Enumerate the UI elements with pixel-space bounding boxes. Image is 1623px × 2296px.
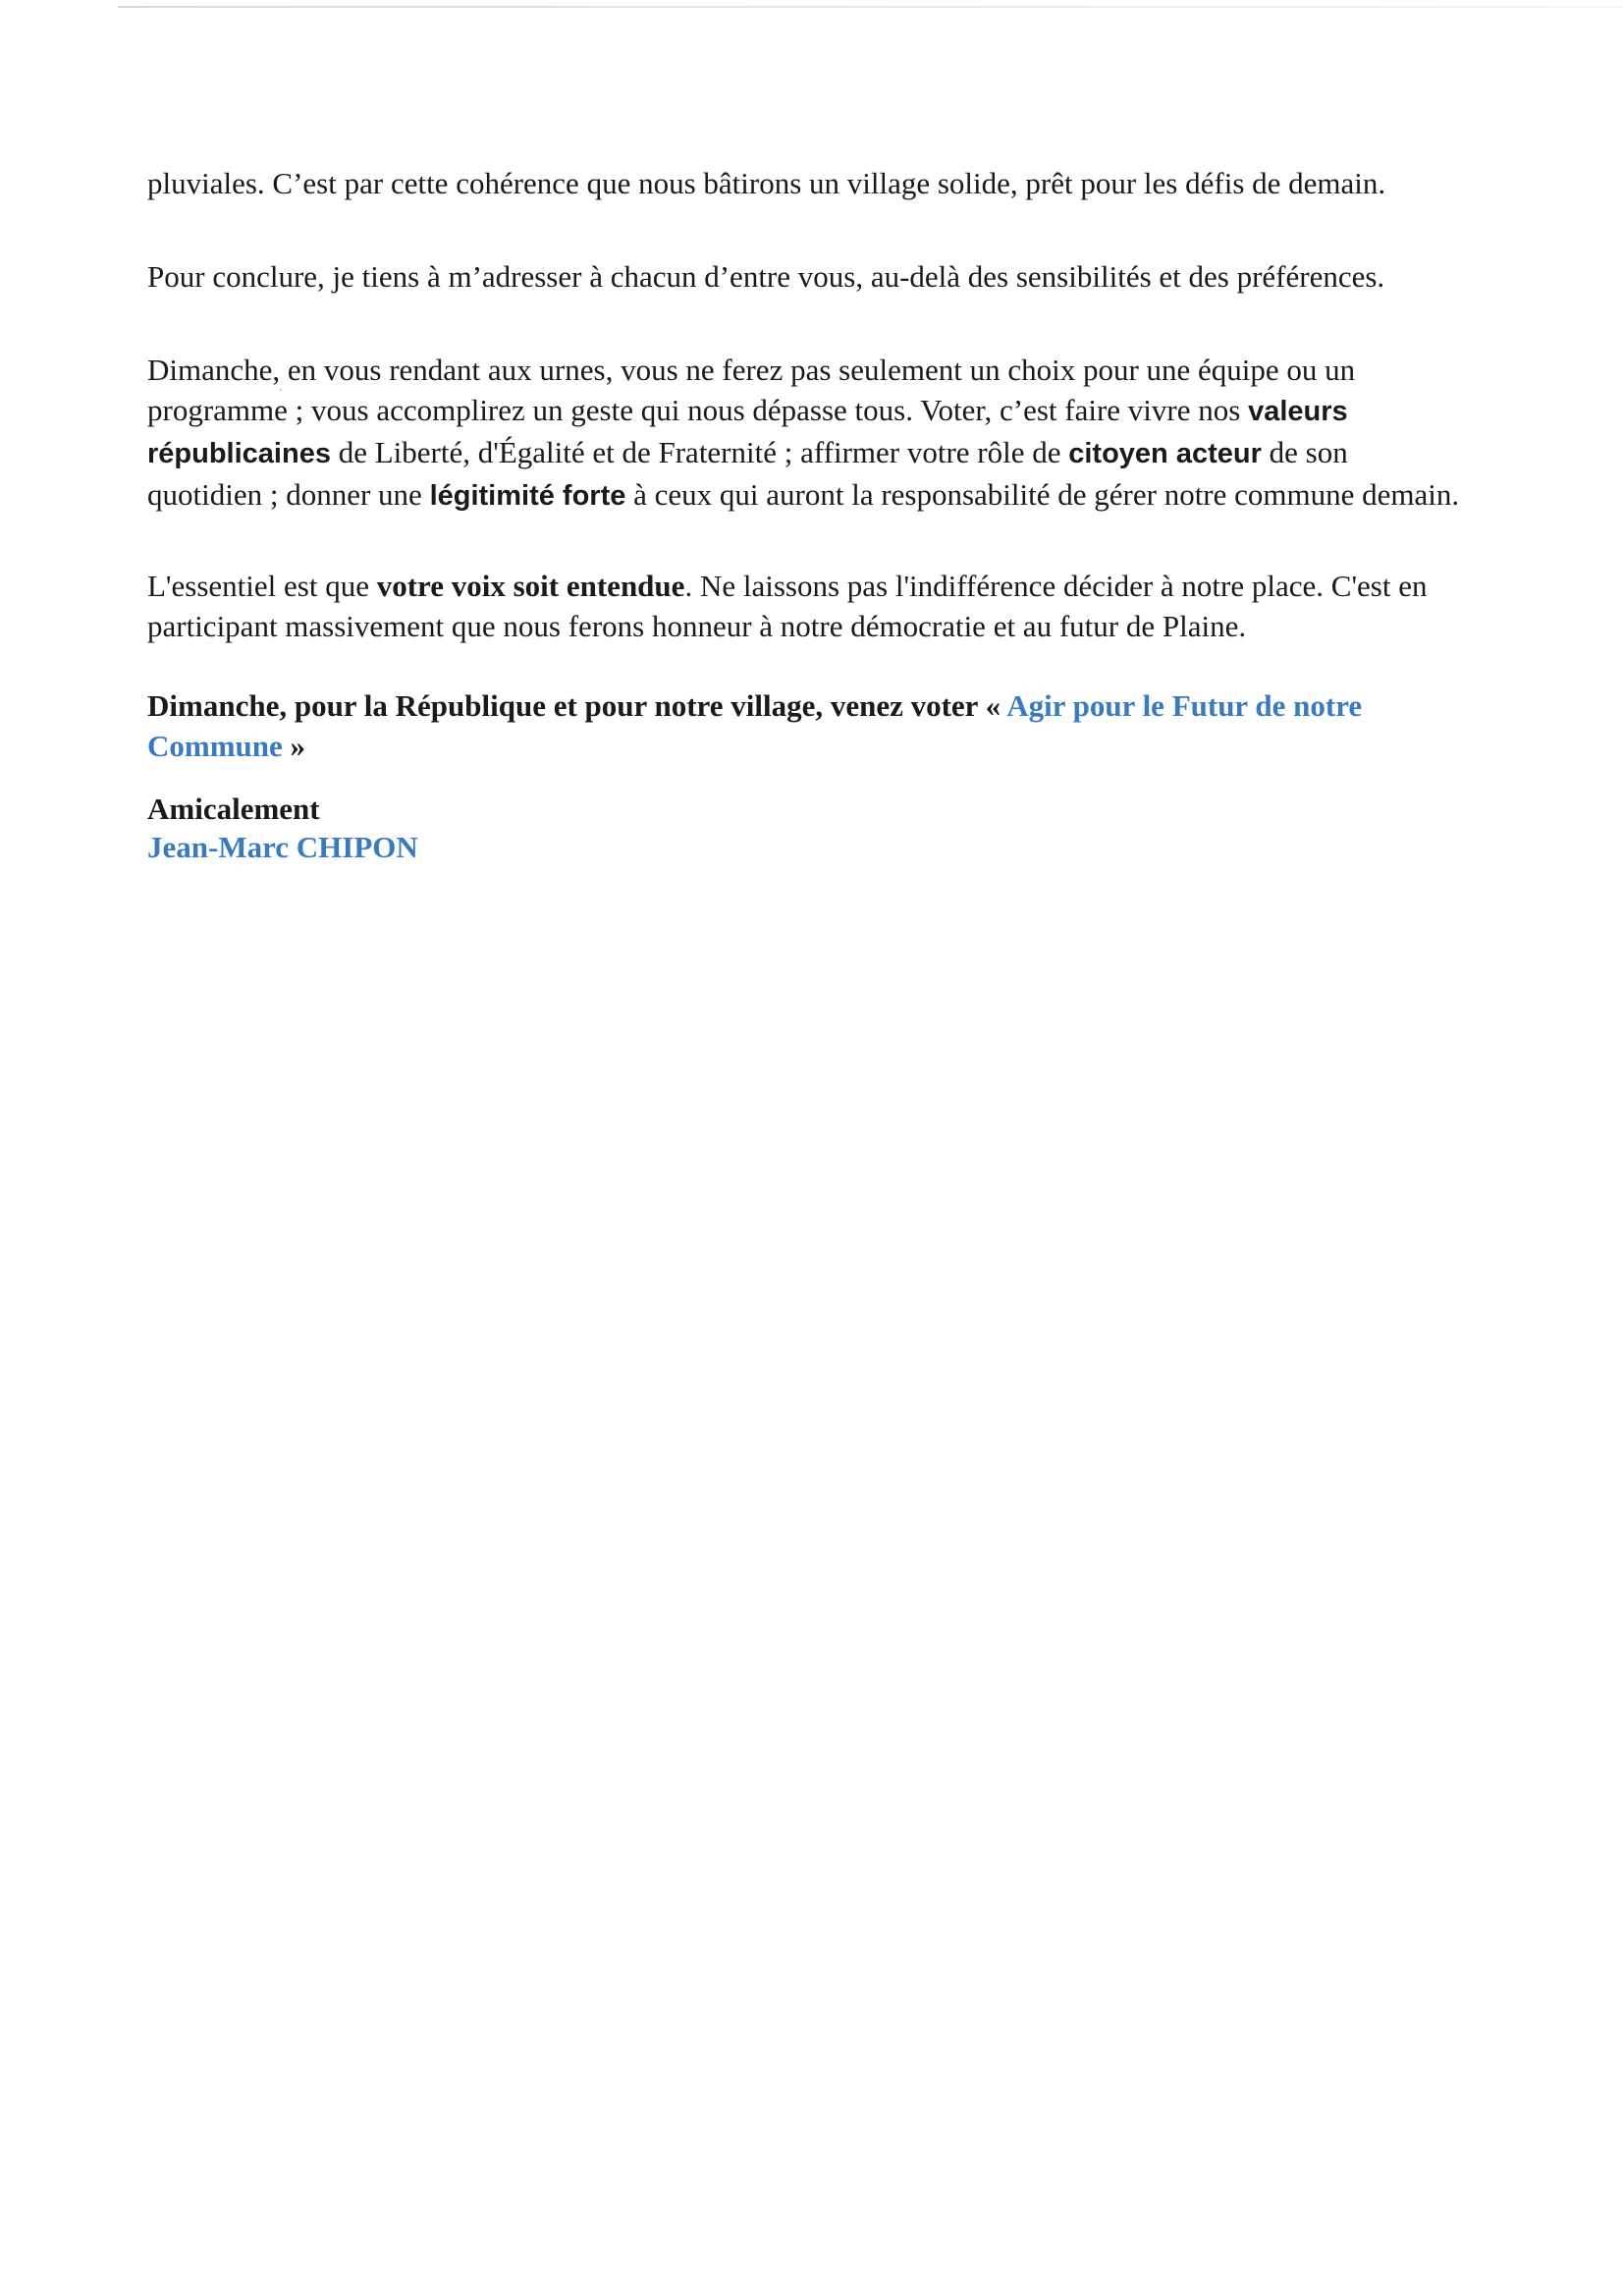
paragraph-essentiel [147, 566, 1463, 646]
paragraph-intro: pluviales. C’est par cette cohérence que nous bâtirons un village solide, prêt pour les défis de demain. [147, 166, 1386, 200]
signature-name: Jean-Marc CHIPON [147, 830, 418, 864]
dimanche-text-3: de son quotidien ; donner une [147, 435, 1348, 512]
essentiel-text-2: . Ne laissons pas l'indifférence décider à notre place. C'est en participant massivement que nous ferons honneur à notre démocratie et au futur de Plaine. [147, 569, 1428, 643]
dimanche-text-1: Dimanche, en vous rendant aux urnes, vous ne ferez pas seulement un choix pour une équipe ou un programme ; vous accomplirez un geste qui nous dépasse tous. Voter, c’est faire vivre nos [147, 353, 1356, 427]
paragraph-conclude: Pour conclure, je tiens à m’adresser à chacun d’entre vous, au-delà des sensibilités et des préférences. [147, 259, 1385, 294]
paragraph-dimanche [147, 350, 1463, 517]
paragraph-call-to-vote [147, 685, 1463, 766]
call-close: » [282, 729, 306, 763]
closing-salutation: Amicalement [147, 792, 320, 826]
call-text: Dimanche, pour la République et pour notre village, venez voter « [147, 688, 1007, 723]
bold-votre-voix: votre voix soit entendue [376, 569, 685, 603]
bold-valeurs-republicaines: valeurs républicaines [147, 396, 1348, 469]
dimanche-text-4: à ceux qui auront la responsabilité de gérer notre commune demain. [625, 477, 1460, 512]
essentiel-text-1: L'essentiel est que [147, 569, 377, 603]
letter-body [147, 163, 1463, 866]
bold-citoyen-acteur: citoyen acteur [1068, 438, 1262, 469]
scan-edge-line [118, 6, 1623, 8]
bold-legitimite-forte: légitimité forte [429, 480, 626, 512]
list-name: Agir pour le Futur de notre Commune [147, 688, 1363, 763]
dimanche-text-2: de Liberté, d'Égalité et de Fraternité ; affirmer votre rôle de [330, 435, 1069, 469]
